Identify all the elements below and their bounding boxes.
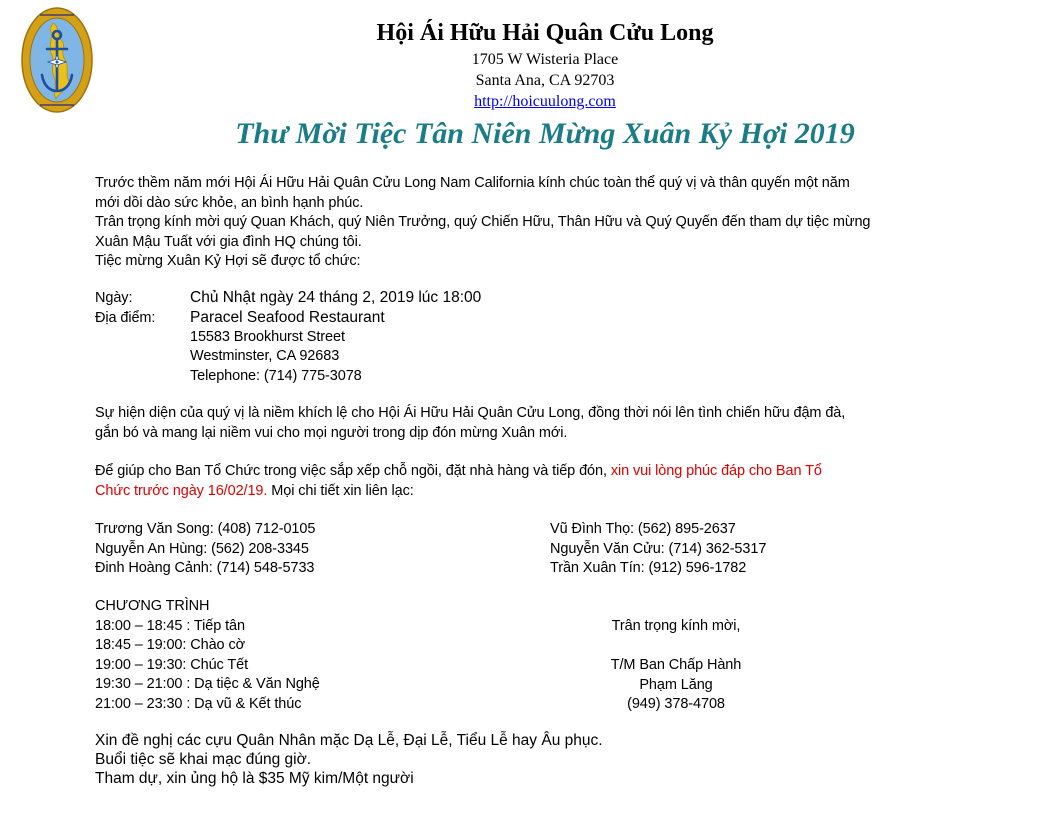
intro-line: Tiệc mừng Xuân Kỷ Hợi sẽ được tổ chức: xyxy=(95,253,361,269)
organization-logo xyxy=(20,5,94,115)
intro-line: Trân trọng kính mời quý Quan Khách, quý Niên Trưởng, quý Chiến Hữu, Thân Hữu và Quý Quyến đến tham dự tiệc mừng xyxy=(95,214,871,230)
address-street: 1705 W Wisteria Place xyxy=(471,51,619,68)
contact-entry: Trần Xuân Tín: (912) 596-1782 xyxy=(550,560,747,576)
rsvp-text: Để giúp cho Ban Tổ Chức trong việc sắp xếp chỗ ngồi, đặt nhà hàng và tiếp đón, xyxy=(95,463,611,479)
contact-entry: Đinh Hoàng Cảnh: (714) 548-5733 xyxy=(95,560,315,576)
rsvp-contact-note: Mọi chi tiết xin liên lạc: xyxy=(267,482,414,499)
contact-entry: Trương Văn Song: (408) 712-0105 xyxy=(95,521,316,537)
program-item: 21:00 – 23:30 : Dạ vũ & Kết thúc xyxy=(95,695,302,712)
presence-line: Sự hiện diện của quý vị là niềm khích lệ cho Hội Ái Hữu Hải Quân Cửu Long, đồng thời nói lên tình chiến hữu đậm đà, xyxy=(95,405,846,421)
rsvp-deadline-highlight: xin vui lòng phúc đáp cho Ban Tổ xyxy=(610,463,822,479)
venue-label: Địa điểm: xyxy=(95,310,156,326)
intro-line: Xuân Mậu Tuất với gia đình HQ chúng tôi. xyxy=(95,233,362,250)
address-city: Santa Ana, CA 92703 xyxy=(475,72,615,89)
invitation-title: Thư Mời Tiệc Tân Niên Mừng Xuân Kỷ Hợi 2019 xyxy=(235,117,855,150)
contact-entry: Nguyễn An Hùng: (562) 208-3345 xyxy=(95,540,309,557)
footer-note: Buổi tiệc sẽ khai mạc đúng giờ. xyxy=(95,751,312,768)
closing-phone: (949) 378-4708 xyxy=(627,696,725,712)
presence-paragraph xyxy=(95,404,995,443)
intro-line: mới dồi dào sức khỏe, an bình hạnh phúc. xyxy=(95,194,364,211)
presence-line: gắn bó và mang lại niềm vui cho mọi người trong dịp đón mừng Xuân mới. xyxy=(95,424,568,441)
closing-signature xyxy=(550,617,802,715)
contact-entry: Nguyễn Văn Cửu: (714) 362-5317 xyxy=(550,540,767,557)
contacts-left-column xyxy=(95,520,315,579)
website-link-container xyxy=(280,92,810,112)
organization-name: Hội Ái Hữu Hải Quân Cửu Long xyxy=(376,20,714,46)
venue-city: Westminster, CA 92683 xyxy=(190,348,340,364)
program-item: 18:45 – 19:00: Chào cờ xyxy=(95,637,246,653)
rsvp-deadline-date: Chức trước ngày 16/02/19. xyxy=(95,482,268,499)
website-link[interactable]: http://hoicuulong.com xyxy=(474,93,616,110)
intro-line: Trước thềm năm mới Hội Ái Hữu Hải Quân Cửu Long Nam California kính chúc toàn thể quý vị và thân quyến một năm xyxy=(95,175,850,191)
spacer xyxy=(550,637,802,657)
venue-street: 15583 Brookhurst Street xyxy=(190,329,345,345)
rsvp-line-2 xyxy=(95,482,995,502)
venue-phone: Telephone: (714) 775-3078 xyxy=(190,368,362,384)
program-heading: CHƯƠNG TRÌNH xyxy=(95,598,210,614)
rsvp-paragraph xyxy=(95,462,995,501)
program-schedule xyxy=(95,597,320,714)
footer-note: Xin đề nghị các cựu Quân Nhân mặc Dạ Lễ, Đại Lễ, Tiểu Lễ hay Âu phục. xyxy=(95,732,603,749)
contact-entry: Vũ Đình Thọ: (562) 895-2637 xyxy=(550,521,736,537)
rsvp-line-1 xyxy=(95,462,995,482)
closing-on-behalf: T/M Ban Chấp Hành xyxy=(610,657,742,673)
program-item: 19:30 – 21:00 : Dạ tiệc & Văn Nghệ xyxy=(95,676,320,692)
venue-name: Paracel Seafood Restaurant xyxy=(190,309,385,326)
footer-note: Tham dự, xin ủng hộ là $35 Mỹ kim/Một người xyxy=(95,770,414,787)
contacts-right-column xyxy=(550,520,766,579)
date-value: Chủ Nhật ngày 24 tháng 2, 2019 lúc 18:00 xyxy=(190,289,482,306)
program-item: 19:00 – 19:30: Chúc Tết xyxy=(95,656,249,673)
closing-regards: Trân trọng kính mời, xyxy=(611,618,741,634)
navy-anchor-emblem-icon xyxy=(20,5,94,115)
program-item: 18:00 – 18:45 : Tiếp tân xyxy=(95,617,245,634)
footer-notes xyxy=(95,731,603,788)
date-label: Ngày: xyxy=(95,290,133,306)
closing-name: Phạm Lăng xyxy=(639,676,713,693)
intro-paragraph xyxy=(95,174,995,272)
